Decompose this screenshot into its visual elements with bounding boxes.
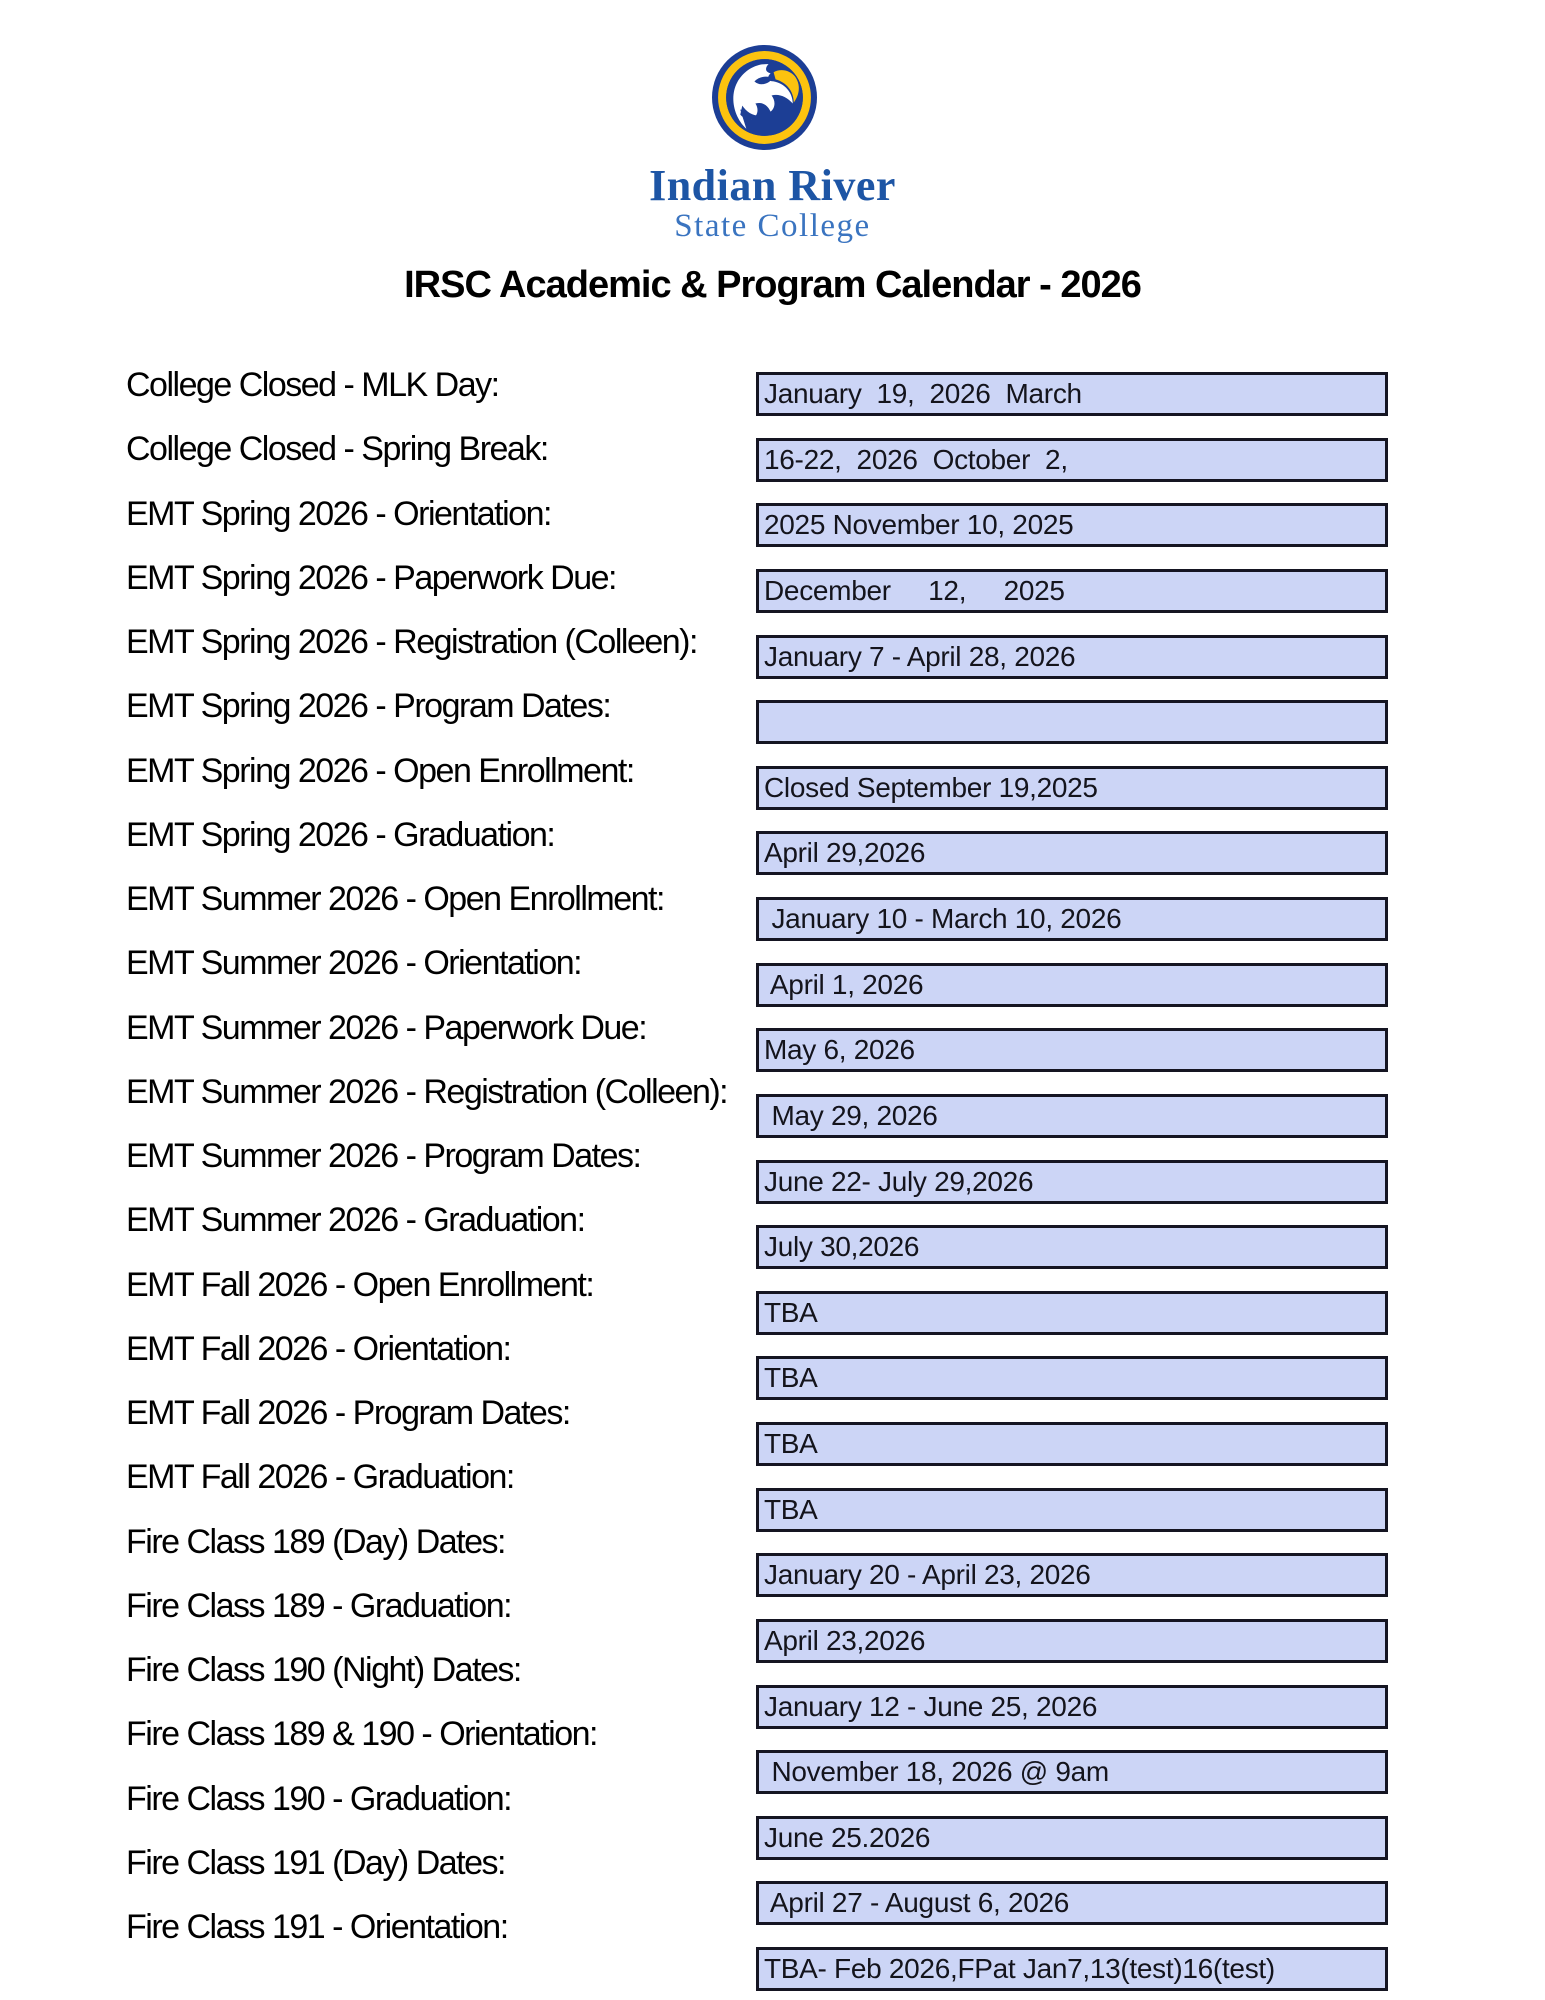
date-field[interactable] [756,1750,1388,1794]
field-label: EMT Summer 2026 - Registration (Colleen): [126,1072,728,1111]
field-label: Fire Class 189 (Day) Dates: [126,1522,505,1561]
field-label: EMT Summer 2026 - Graduation: [126,1201,585,1240]
date-field[interactable] [756,1488,1388,1532]
date-field-value: January 7 - April 28, 2026 [764,640,1076,672]
date-field[interactable] [756,1422,1388,1466]
date-field-value: May 6, 2026 [764,1034,915,1066]
page-title: IRSC Academic & Program Calendar - 2026 [404,264,1141,306]
logo-wordmark-line1: Indian River [649,161,896,210]
field-label: Fire Class 190 (Night) Dates: [126,1651,521,1689]
field-label: EMT Fall 2026 - Graduation: [126,1458,514,1497]
date-field-value: January 20 - April 23, 2026 [764,1559,1091,1591]
date-field[interactable] [756,1160,1388,1204]
date-field-value: TBA- Feb 2026,FPat Jan7,13(test)16(test) [764,1953,1275,1985]
field-label: Fire Class 189 - Graduation: [126,1586,512,1625]
date-field-value: January 19, 2026 March [764,378,1082,409]
date-field[interactable] [756,700,1388,744]
field-label: EMT Fall 2026 - Program Dates: [126,1394,570,1432]
field-label: EMT Spring 2026 - Graduation: [126,815,555,854]
date-field-value: 2025 November 10, 2025 [764,509,1074,541]
field-label: EMT Summer 2026 - Paperwork Due: [126,1008,647,1047]
logo-wordmark-line2: State College [674,208,871,244]
date-field[interactable] [756,1291,1388,1335]
date-field-value: 16-22, 2026 October 2, [764,443,1068,475]
field-label: EMT Summer 2026 - Orientation: [126,944,582,983]
date-field[interactable] [756,1028,1388,1072]
field-label: EMT Spring 2026 - Orientation: [126,494,551,533]
date-field-value: May 29, 2026 [764,1099,938,1131]
date-field-value: TBA [764,1428,818,1460]
date-field[interactable] [756,1619,1388,1663]
date-field-value: TBA [764,1362,818,1394]
date-field-value: TBA [764,1296,818,1328]
field-label: EMT Summer 2026 - Program Dates: [126,1137,641,1175]
date-field-value: November 18, 2026 @ 9am [764,1756,1109,1788]
date-field[interactable] [756,897,1388,941]
date-field[interactable] [756,1553,1388,1597]
date-field[interactable] [756,963,1388,1007]
field-label: EMT Spring 2026 - Program Dates: [126,687,611,726]
date-field-value: April 23,2026 [764,1624,926,1656]
date-field-value: April 27 - August 6, 2026 [764,1887,1070,1919]
date-field-value: January 10 - March 10, 2026 [764,903,1122,935]
field-label: EMT Summer 2026 - Open Enrollment: [126,880,664,918]
field-label: Fire Class 191 (Day) Dates: [126,1843,505,1882]
date-field-value: April 29,2026 [764,837,926,869]
date-field[interactable] [756,1816,1388,1860]
field-label: EMT Spring 2026 - Paperwork Due: [126,558,616,597]
date-field[interactable] [756,635,1388,679]
date-field[interactable] [756,1356,1388,1400]
date-field[interactable] [756,1881,1388,1925]
date-field-value: June 22- July 29,2026 [764,1165,1034,1197]
date-field[interactable] [756,1685,1388,1729]
date-field[interactable] [756,569,1388,613]
date-field[interactable] [756,1225,1388,1269]
date-field-value: January 12 - June 25, 2026 [764,1690,1098,1722]
eagle-logo-icon [712,45,817,150]
date-field-value: June 25.2026 [764,1821,931,1853]
field-label: College Closed - MLK Day: [126,366,499,404]
date-field[interactable] [756,831,1388,875]
field-label: EMT Spring 2026 - Registration (Colleen): [126,623,697,661]
date-field[interactable] [756,1094,1388,1138]
field-label: EMT Fall 2026 - Orientation: [126,1329,511,1368]
date-field-value: December 12, 2025 [764,574,1065,606]
field-label: EMT Spring 2026 - Open Enrollment: [126,751,634,790]
field-label: Fire Class 189 & 190 - Orientation: [126,1715,597,1754]
field-label: Fire Class 191 - Orientation: [126,1908,508,1946]
date-field[interactable] [756,503,1388,547]
date-field-value: TBA [764,1493,818,1525]
date-field[interactable] [756,766,1388,810]
date-field-value: July 30,2026 [764,1231,920,1263]
date-field[interactable] [756,1947,1388,1991]
field-label: EMT Fall 2026 - Open Enrollment: [126,1265,594,1304]
date-field[interactable] [756,438,1388,482]
field-label: Fire Class 190 - Graduation: [126,1779,512,1818]
date-field[interactable] [756,372,1388,416]
field-label: College Closed - Spring Break: [126,430,548,469]
date-field-value: April 1, 2026 [764,968,924,1000]
date-field-value: Closed September 19,2025 [764,771,1098,803]
